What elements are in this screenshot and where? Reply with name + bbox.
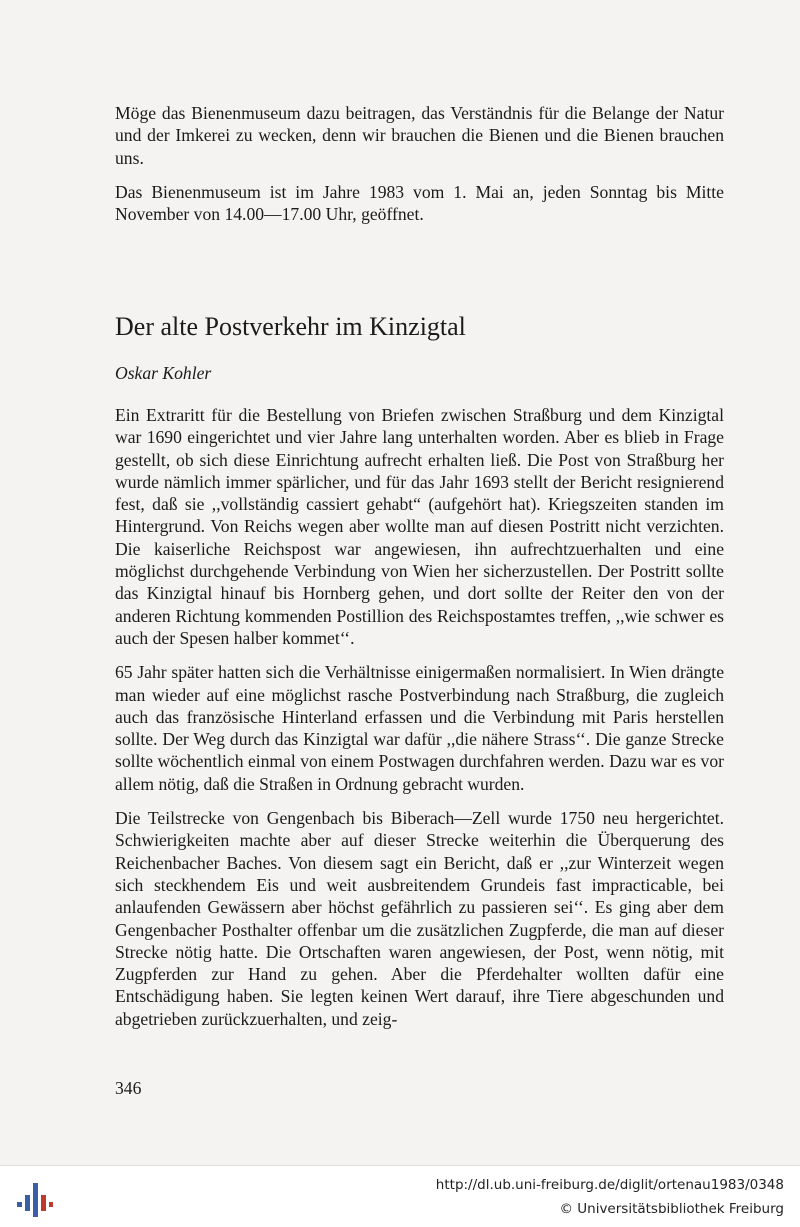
intro-section bbox=[115, 102, 724, 225]
intro-paragraph: Möge das Bienenmuseum dazu beitragen, das Verständnis für die Belange der Natur und der Imkerei zu wecken, denn wir brauchen die Bienen und die Bienen brauchen uns. bbox=[115, 103, 724, 168]
article-body bbox=[115, 404, 724, 1030]
article-author: Oskar Kohler bbox=[115, 363, 212, 383]
page-number: 346 bbox=[115, 1078, 142, 1098]
article-title: Der alte Postverkehr im Kinzigtal bbox=[115, 312, 466, 341]
article-paragraph: Die Teilstrecke von Gengenbach bis Biberach—Zell wurde 1750 neu hergerichtet. Schwierigkeiten machte aber auf dieser Strecke weiterhin die Überquerung des Reichenbacher Baches. Von diesem sagt ein Bericht, daß er ,,zur Winterzeit wegen sich steckhendem Eis und weit ausbreitendem Grundeis fast impracticable, bei anlaufenden Gewässern aber höchst gefährlich zu passieren sei‘‘. Es ging aber dem Gengenbacher Posthalter offenbar um die zusätzlichen Zugpferde, die man auf dieser Strecke nötig hatte. Die Ortschaften waren angewiesen, der Post, wenn nötig, mit Zugpferden zur Hand zu gehen. Aber die Pferdehalter wollten dafür eine Entschädigung haben. Sie legten keinen Wert darauf, ihre Tiere abgeschunden und abgetrieben zurückzuerhalten, und zeig- bbox=[115, 808, 724, 1029]
permalink-url[interactable]: http://dl.ub.uni-freiburg.de/diglit/ortenau1983/0348 bbox=[435, 1177, 784, 1193]
ub-freiburg-logo-icon[interactable] bbox=[14, 1180, 54, 1220]
article-paragraph: Ein Extraritt für die Bestellung von Briefen zwischen Straßburg und dem Kinzigtal war 1690 eingerichtet und vier Jahre lang unterhalten worden. Aber es blieb in Frage gestellt, ob sich diese Einrichtung aufrecht erhalten ließ. Die Post von Straßburg her wurde nämlich immer spärlicher, und für das Jahr 1693 stellt der Bericht resignierend fest, daß sie ,,vollständig cassiert gehabt“ (aufgehört hat). Kriegszeiten standen im Hintergrund. Von Reichs wegen aber wollte man auf diesen Postritt nicht verzichten. Die kaiserliche Reichspost war angewiesen, ihn aufrechtzuerhalten und eine möglichst durchgehende Verbindung von Wien her sicherzustellen. Der Postritt sollte das Kinzigtal hinauf bis Hornberg gehen, und dort sollte der Reiter den von der anderen Richtung kommenden Postillion des Reichspostamtes treffen, ,,wie schwer es auch der Spesen halber kommet‘‘. bbox=[115, 405, 724, 648]
copyright-notice: © Universitätsbibliothek Freiburg bbox=[559, 1201, 784, 1217]
intro-paragraph: Das Bienenmuseum ist im Jahre 1983 vom 1. Mai an, jeden Sonntag bis Mitte November von 14.00—17.00 Uhr, geöffnet. bbox=[115, 181, 724, 225]
viewer-footer bbox=[0, 1165, 800, 1227]
article-paragraph: 65 Jahr später hatten sich die Verhältnisse einigermaßen normalisiert. In Wien drängte man wieder auf eine möglichst rasche Postverbindung nach Straßburg, die zugleich auch das französische Hinterland erfassen und die Verbindung mit Paris herstellen sollte. Der Weg durch das Kinzigtal war dafür ,,die nähere Strass‘‘. Die ganze Strecke sollte wöchentlich einmal von einem Postwagen durchfahren werden. Dazu war es vor allem nötig, daß die Straßen in Ordnung gebracht wurden. bbox=[115, 662, 724, 794]
